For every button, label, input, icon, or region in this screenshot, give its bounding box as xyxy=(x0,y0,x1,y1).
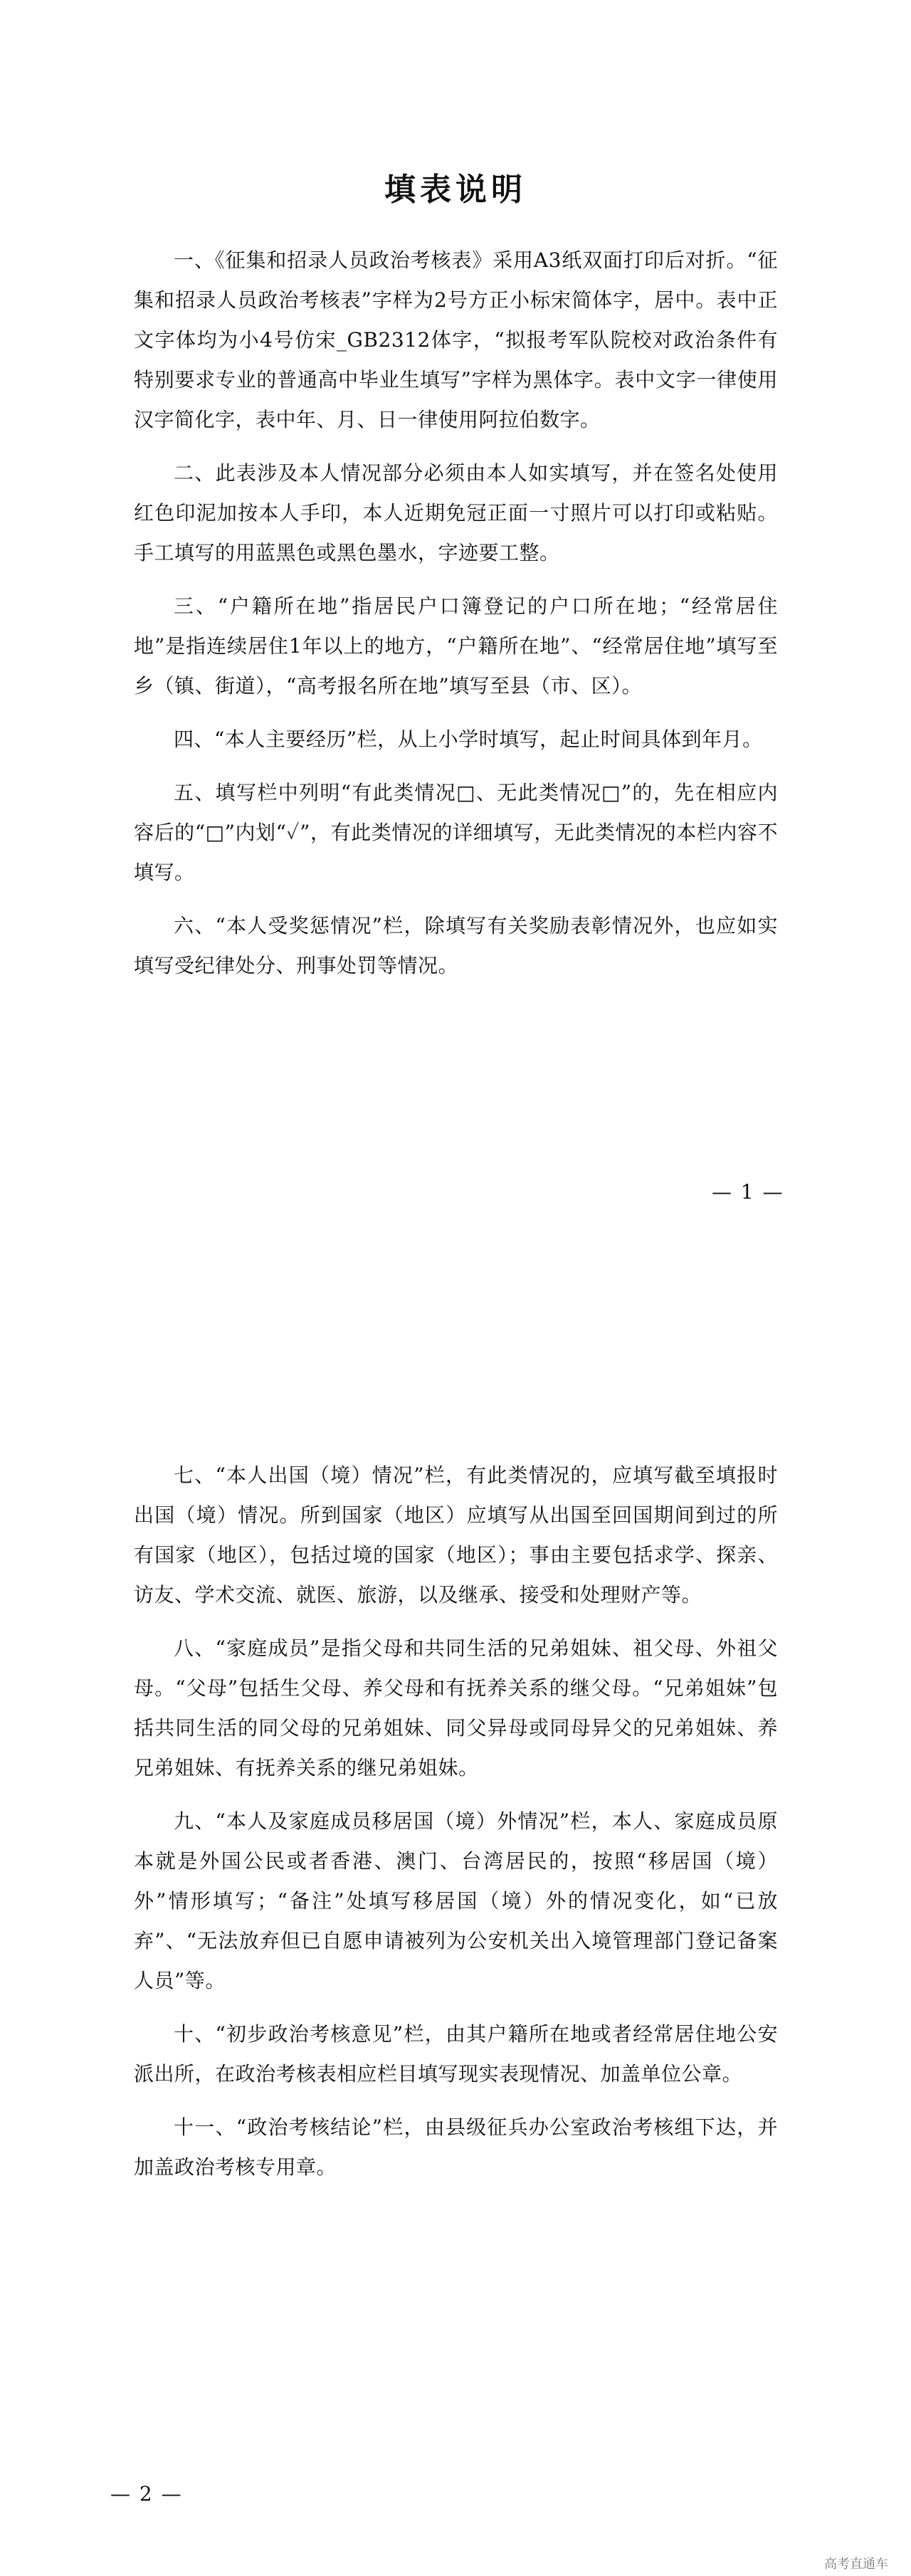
paragraph-7: 七、“本人出国（境）情况”栏，有此类情况的，应填写截至填报时出国（境）情况。所到国家（地区）应填写从出国至回国期间到过的所有国家（地区），包括过境的国家（地区）；事由主要包括求学、探亲、访友、学术交流、就医、旅游，以及继承、接受和处理财产等。 xyxy=(134,1463,778,1607)
paragraph-11: 十一、“政治考核结论”栏，由县级征兵办公室政治考核组下达，并加盖政治考核专用章。 xyxy=(134,2115,778,2179)
paragraph-10: 十、“初步政治考核意见”栏，由其户籍所在地或者经常居住地公安派出所，在政治考核表相应栏目填写现实表现情况、加盖单位公章。 xyxy=(134,2022,778,2086)
page-number-2: — 2 — xyxy=(110,2482,183,2506)
paragraph-2: 二、此表涉及本人情况部分必须由本人如实填写，并在签名处使用红色印泥加按本人手印，本人近期免冠正面一寸照片可以打印或粘贴。手工填写的用蓝黑色或黑色墨水，字迹要工整。 xyxy=(134,461,778,564)
paragraph-4: 四、“本人主要经历”栏，从上小学时填写，起止时间具体到年月。 xyxy=(174,727,763,751)
page2-body xyxy=(134,1456,778,2201)
paragraph-3: 三、“户籍所在地”指居民户口簿登记的户口所在地；“经常居住地”是指连续居住1年以上的地方，“户籍所在地”、“经常居住地”填写至乡（镇、街道），“高考报名所在地”填写至县（市、区）。 xyxy=(134,594,778,698)
paragraph-8: 八、“家庭成员”是指父母和共同生活的兄弟姐妹、祖父母、外祖父母。“父母”包括生父母、养父母和有抚养关系的继父母。“兄弟姐妹”包括共同生活的同父母的兄弟姐妹、同父异母或同母异父的兄弟姐妹、养兄弟姐妹、有抚养关系的继兄弟姐妹。 xyxy=(134,1636,778,1779)
paragraph-5: 五、填写栏中列明“有此类情况□、无此类情况□”的，先在相应内容后的“□”内划“✓”，有此类情况的详细填写，无此类情况的本栏内容不填写。 xyxy=(134,781,778,884)
page1-body xyxy=(134,241,778,999)
page-number-1: — 1 — xyxy=(712,1180,784,1204)
paragraph-6: 六、“本人受奖惩情况”栏，除填写有关奖励表彰情况外，也应如实填写受纪律处分、刑事处罚等情况。 xyxy=(134,914,778,977)
paragraph-9: 九、“本人及家庭成员移居国（境）外情况”栏，本人、家庭成员原本就是外国公民或者香港、澳门、台湾居民的，按照“移居国（境）外”情形填写；“备注”处填写移居国（境）外的情况变化，如“已放弃”、“无法放弃但已自愿申请被列为公安机关出入境管理部门登记备案人员”等。 xyxy=(134,1809,778,1992)
watermark: 高考直通车 xyxy=(824,2557,888,2572)
paragraph-1: 一、《征集和招录人员政治考核表》采用A3纸双面打印后对折。“征集和招录人员政治考核表”字样为2号方正小标宋简体字，居中。表中正文字体均为小4号仿宋_GB2312体字，“拟报考军队院校对政治条件有特别要求专业的普通高中毕业生填写”字样为黑体字。表中文字一律使用汉字简化字，表中年、月、日一律使用阿拉伯数字。 xyxy=(134,248,778,431)
document-title: 填表说明 xyxy=(384,172,527,208)
